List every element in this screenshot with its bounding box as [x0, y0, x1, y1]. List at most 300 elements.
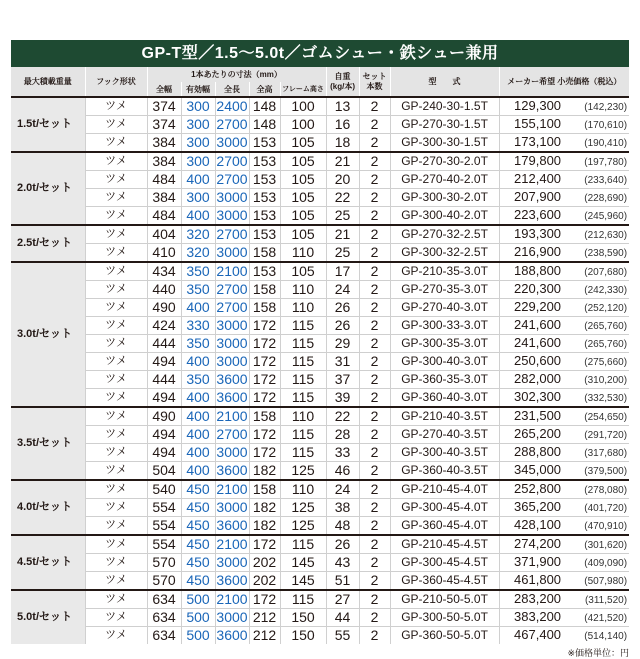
- hook-cell: ツメ: [85, 171, 147, 189]
- total-width-cell: 444: [147, 371, 181, 389]
- weight-cell: 22: [326, 189, 359, 207]
- total-width-cell: 490: [147, 407, 181, 426]
- hook-cell: ツメ: [85, 444, 147, 462]
- price-tax-included: (310,200): [584, 375, 628, 386]
- hook-cell: ツメ: [85, 627, 147, 645]
- set-count-cell: 2: [359, 535, 390, 554]
- price-cell: [499, 535, 629, 554]
- effective-width-cell: 450: [181, 535, 215, 554]
- price-tax-included: (311,520): [584, 595, 628, 606]
- total-width-cell: 424: [147, 317, 181, 335]
- effective-width-cell: 400: [181, 207, 215, 226]
- price-value: 252,800: [514, 481, 562, 496]
- model-cell: GP-360-45-4.5T: [390, 572, 499, 591]
- price-value: 216,900: [514, 244, 562, 259]
- frame-height-cell: 110: [280, 480, 326, 499]
- weight-cell: 38: [326, 499, 359, 517]
- total-width-cell: 540: [147, 480, 181, 499]
- effective-width-cell: 300: [181, 152, 215, 171]
- weight-cell: 16: [326, 116, 359, 134]
- total-width-cell: 634: [147, 609, 181, 627]
- effective-width-cell: 350: [181, 262, 215, 281]
- price-value: 220,300: [514, 281, 562, 296]
- price-cell: [499, 609, 629, 627]
- price-tax-included: (197,780): [584, 157, 628, 168]
- price-tax-included: (242,330): [584, 285, 628, 296]
- total-width-cell: 494: [147, 389, 181, 408]
- frame-height-cell: 115: [280, 590, 326, 609]
- frame-height-cell: 105: [280, 134, 326, 153]
- frame-height-cell: 110: [280, 407, 326, 426]
- set-count-cell: 2: [359, 281, 390, 299]
- model-cell: GP-300-40-3.5T: [390, 444, 499, 462]
- frame-height-cell: 125: [280, 462, 326, 481]
- model-cell: GP-300-45-4.5T: [390, 554, 499, 572]
- height-cell: 158: [249, 281, 280, 299]
- weight-cell: 21: [326, 225, 359, 244]
- set-count-cell: 2: [359, 262, 390, 281]
- price-tax-included: (265,760): [584, 321, 628, 332]
- hook-cell: ツメ: [85, 426, 147, 444]
- price-tax-included: (238,590): [584, 248, 628, 259]
- frame-height-cell: 150: [280, 627, 326, 645]
- price-cell: [499, 171, 629, 189]
- model-cell: GP-300-45-4.0T: [390, 499, 499, 517]
- table-row: [11, 389, 629, 408]
- frame-height-cell: 105: [280, 171, 326, 189]
- length-cell: 3000: [216, 189, 248, 205]
- length-cell: 3000: [216, 244, 248, 260]
- set-count-cell: 2: [359, 444, 390, 462]
- effective-width-cell: 350: [181, 335, 215, 353]
- length-cell: 2700: [216, 299, 248, 315]
- height-cell: 158: [249, 299, 280, 317]
- table-row: [11, 590, 629, 609]
- height-cell: 148: [249, 116, 280, 134]
- model-cell: GP-360-50-5.0T: [390, 627, 499, 645]
- price-value: 223,600: [514, 207, 562, 222]
- height-cell: 153: [249, 189, 280, 207]
- effective-width-cell: 400: [181, 426, 215, 444]
- effective-width-cell: 450: [181, 480, 215, 499]
- model-cell: GP-270-32-2.5T: [390, 225, 499, 244]
- effective-width-cell: 450: [181, 517, 215, 536]
- hook-cell: ツメ: [85, 335, 147, 353]
- set-count-cell: 2: [359, 389, 390, 408]
- total-width-cell: 494: [147, 353, 181, 371]
- frame-height-cell: 110: [280, 299, 326, 317]
- weight-cell: 26: [326, 535, 359, 554]
- price-value: 207,900: [514, 189, 562, 204]
- capacity-cell: 3.5t/セット: [11, 407, 85, 480]
- effective-width-cell: 400: [181, 462, 215, 481]
- table-row: [11, 554, 629, 572]
- hook-cell: ツメ: [85, 535, 147, 554]
- price-cell: [499, 244, 629, 263]
- price-cell: [499, 590, 629, 609]
- length-cell: 3600: [216, 517, 248, 533]
- price-cell: [499, 426, 629, 444]
- price-cell: [499, 134, 629, 153]
- table-row: [11, 462, 629, 481]
- price-cell: [499, 462, 629, 481]
- length-cell: 3000: [216, 554, 248, 570]
- hook-cell: ツメ: [85, 517, 147, 536]
- length-cell: 3000: [216, 609, 248, 625]
- spec-price-table: [11, 67, 629, 644]
- model-cell: GP-300-40-2.0T: [390, 207, 499, 226]
- price-cell: [499, 152, 629, 171]
- length-cell: 2100: [216, 536, 248, 552]
- price-tax-included: (409,090): [584, 558, 628, 569]
- set-count-cell: 2: [359, 152, 390, 171]
- effective-width-cell: 300: [181, 116, 215, 134]
- weight-cell: 48: [326, 517, 359, 536]
- length-cell: 3000: [216, 335, 248, 351]
- frame-height-cell: 125: [280, 499, 326, 517]
- effective-width-cell: 330: [181, 317, 215, 335]
- header-capacity: 最大積載重量: [11, 67, 85, 97]
- price-tax-included: (379,500): [584, 466, 628, 477]
- model-cell: GP-270-40-2.0T: [390, 171, 499, 189]
- price-tax-included: (401,720): [584, 503, 628, 514]
- total-width-cell: 384: [147, 189, 181, 207]
- table-row: [11, 371, 629, 389]
- header-effective-width: 有効幅: [181, 82, 215, 97]
- table-row: [11, 244, 629, 263]
- price-cell: [499, 97, 629, 116]
- length-cell: 3600: [216, 389, 248, 405]
- price-cell: [499, 407, 629, 426]
- price-tax-included: (207,680): [584, 267, 628, 278]
- weight-cell: 17: [326, 262, 359, 281]
- model-cell: GP-210-45-4.5T: [390, 535, 499, 554]
- capacity-cell: 4.5t/セット: [11, 535, 85, 590]
- frame-height-cell: 115: [280, 317, 326, 335]
- total-width-cell: 444: [147, 335, 181, 353]
- hook-cell: ツメ: [85, 371, 147, 389]
- set-count-cell: 2: [359, 462, 390, 481]
- set-count-cell: 2: [359, 335, 390, 353]
- table-body: [11, 97, 629, 644]
- length-cell: 3600: [216, 462, 248, 478]
- hook-cell: ツメ: [85, 609, 147, 627]
- hook-cell: ツメ: [85, 189, 147, 207]
- effective-width-cell: 450: [181, 499, 215, 517]
- height-cell: 172: [249, 444, 280, 462]
- price-cell: [499, 353, 629, 371]
- effective-width-cell: 450: [181, 554, 215, 572]
- price-tax-included: (301,620): [584, 540, 628, 551]
- effective-width-cell: 300: [181, 189, 215, 207]
- length-cell: 3600: [216, 627, 248, 643]
- height-cell: 158: [249, 407, 280, 426]
- price-tax-included: (421,520): [584, 613, 628, 624]
- capacity-cell: 4.0t/セット: [11, 480, 85, 535]
- table-row: [11, 444, 629, 462]
- price-table-section: [11, 40, 629, 659]
- price-value: 288,800: [514, 444, 562, 459]
- frame-height-cell: 110: [280, 281, 326, 299]
- price-cell: [499, 281, 629, 299]
- model-cell: GP-270-30-2.0T: [390, 152, 499, 171]
- price-cell: [499, 262, 629, 281]
- hook-cell: ツメ: [85, 317, 147, 335]
- effective-width-cell: 300: [181, 97, 215, 116]
- header-total-width: 全幅: [147, 82, 181, 97]
- effective-width-cell: 300: [181, 134, 215, 153]
- weight-cell: 33: [326, 444, 359, 462]
- price-tax-included: (142,230): [584, 102, 628, 113]
- hook-cell: ツメ: [85, 299, 147, 317]
- price-value: 212,400: [514, 171, 562, 186]
- weight-cell: 51: [326, 572, 359, 591]
- frame-height-cell: 100: [280, 97, 326, 116]
- height-cell: 172: [249, 535, 280, 554]
- table-row: [11, 353, 629, 371]
- length-cell: 2400: [216, 98, 248, 114]
- length-cell: 3000: [216, 317, 248, 333]
- total-width-cell: 404: [147, 225, 181, 244]
- price-value: 129,300: [514, 98, 562, 113]
- hook-cell: ツメ: [85, 244, 147, 263]
- price-cell: [499, 389, 629, 408]
- hook-cell: ツメ: [85, 97, 147, 116]
- table-row: [11, 535, 629, 554]
- length-cell: 2700: [216, 153, 248, 169]
- total-width-cell: 410: [147, 244, 181, 263]
- total-width-cell: 634: [147, 627, 181, 645]
- price-tax-included: (254,650): [584, 412, 628, 423]
- weight-cell: 55: [326, 627, 359, 645]
- height-cell: 182: [249, 462, 280, 481]
- frame-height-cell: 115: [280, 389, 326, 408]
- total-width-cell: 570: [147, 572, 181, 591]
- model-cell: GP-210-45-4.0T: [390, 480, 499, 499]
- effective-width-cell: 320: [181, 225, 215, 244]
- total-width-cell: 384: [147, 152, 181, 171]
- frame-height-cell: 100: [280, 116, 326, 134]
- weight-cell: 25: [326, 207, 359, 226]
- header-height: 全高: [249, 82, 280, 97]
- model-cell: GP-300-40-3.0T: [390, 353, 499, 371]
- price-tax-included: (265,760): [584, 339, 628, 350]
- height-cell: 153: [249, 225, 280, 244]
- frame-height-cell: 105: [280, 207, 326, 226]
- effective-width-cell: 400: [181, 299, 215, 317]
- price-value: 461,800: [514, 572, 562, 587]
- height-cell: 182: [249, 499, 280, 517]
- weight-cell: 39: [326, 389, 359, 408]
- height-cell: 182: [249, 517, 280, 536]
- table-row: [11, 116, 629, 134]
- weight-cell: 29: [326, 335, 359, 353]
- weight-cell: 26: [326, 317, 359, 335]
- total-width-cell: 434: [147, 262, 181, 281]
- height-cell: 172: [249, 426, 280, 444]
- frame-height-cell: 150: [280, 609, 326, 627]
- frame-height-cell: 115: [280, 444, 326, 462]
- total-width-cell: 554: [147, 499, 181, 517]
- price-value: 179,800: [514, 153, 562, 168]
- table-row: [11, 97, 629, 116]
- length-cell: 2700: [216, 226, 248, 242]
- table-row: [11, 134, 629, 153]
- header-length: 全長: [215, 82, 249, 97]
- hook-cell: ツメ: [85, 554, 147, 572]
- weight-cell: 13: [326, 97, 359, 116]
- weight-cell: 21: [326, 152, 359, 171]
- set-count-cell: 2: [359, 134, 390, 153]
- header-hook: フック形状: [85, 67, 147, 97]
- price-value: 467,400: [514, 627, 562, 642]
- price-tax-included: (507,980): [584, 576, 628, 587]
- hook-cell: ツメ: [85, 480, 147, 499]
- frame-height-cell: 105: [280, 189, 326, 207]
- capacity-cell: 3.0t/セット: [11, 262, 85, 407]
- set-count-cell: 2: [359, 225, 390, 244]
- model-cell: GP-300-50-5.0T: [390, 609, 499, 627]
- weight-cell: 18: [326, 134, 359, 153]
- total-width-cell: 374: [147, 97, 181, 116]
- length-cell: 2700: [216, 426, 248, 442]
- frame-height-cell: 145: [280, 554, 326, 572]
- table-row: [11, 152, 629, 171]
- effective-width-cell: 400: [181, 353, 215, 371]
- weight-cell: 43: [326, 554, 359, 572]
- height-cell: 153: [249, 207, 280, 226]
- price-tax-included: (275,660): [584, 357, 628, 368]
- table-row: [11, 225, 629, 244]
- height-cell: 172: [249, 353, 280, 371]
- effective-width-cell: 500: [181, 590, 215, 609]
- weight-cell: 44: [326, 609, 359, 627]
- price-value: 383,200: [514, 609, 562, 624]
- price-value: 229,200: [514, 299, 562, 314]
- price-cell: [499, 499, 629, 517]
- total-width-cell: 634: [147, 590, 181, 609]
- capacity-cell: 1.5t/セット: [11, 97, 85, 152]
- total-width-cell: 504: [147, 462, 181, 481]
- weight-cell: 25: [326, 244, 359, 263]
- height-cell: 172: [249, 371, 280, 389]
- model-cell: GP-360-40-3.5T: [390, 462, 499, 481]
- total-width-cell: 490: [147, 299, 181, 317]
- frame-height-cell: 115: [280, 353, 326, 371]
- weight-cell: 37: [326, 371, 359, 389]
- height-cell: 158: [249, 244, 280, 263]
- table-row: [11, 426, 629, 444]
- effective-width-cell: 400: [181, 407, 215, 426]
- price-tax-included: (252,120): [584, 303, 628, 314]
- model-cell: GP-360-35-3.0T: [390, 371, 499, 389]
- price-cell: [499, 627, 629, 645]
- set-count-cell: 2: [359, 426, 390, 444]
- height-cell: 153: [249, 262, 280, 281]
- height-cell: 148: [249, 97, 280, 116]
- set-count-cell: 2: [359, 554, 390, 572]
- hook-cell: ツメ: [85, 407, 147, 426]
- weight-cell: 22: [326, 407, 359, 426]
- price-cell: [499, 299, 629, 317]
- price-tax-included: (317,680): [584, 448, 628, 459]
- length-cell: 3000: [216, 499, 248, 515]
- model-cell: GP-270-30-1.5T: [390, 116, 499, 134]
- hook-cell: ツメ: [85, 134, 147, 153]
- price-value: 371,900: [514, 554, 562, 569]
- price-value: 345,000: [514, 462, 562, 477]
- price-value: 365,200: [514, 499, 562, 514]
- table-row: [11, 407, 629, 426]
- price-cell: [499, 207, 629, 226]
- length-cell: 2100: [216, 591, 248, 607]
- price-cell: [499, 189, 629, 207]
- length-cell: 2100: [216, 481, 248, 497]
- height-cell: 153: [249, 171, 280, 189]
- price-tax-included: (470,910): [584, 521, 628, 532]
- table-row: [11, 281, 629, 299]
- hook-cell: ツメ: [85, 499, 147, 517]
- model-cell: GP-210-40-3.5T: [390, 407, 499, 426]
- price-tax-included: (228,690): [584, 193, 628, 204]
- total-width-cell: 374: [147, 116, 181, 134]
- height-cell: 212: [249, 627, 280, 645]
- frame-height-cell: 115: [280, 335, 326, 353]
- price-tax-included: (170,610): [584, 120, 628, 131]
- set-count-cell: 2: [359, 371, 390, 389]
- set-count-cell: 2: [359, 189, 390, 207]
- price-value: 231,500: [514, 408, 562, 423]
- header-model: 型 式: [390, 67, 499, 97]
- header-weight: 自重 (kg/本): [326, 67, 359, 97]
- capacity-cell: 2.0t/セット: [11, 152, 85, 225]
- weight-cell: 46: [326, 462, 359, 481]
- table-row: [11, 299, 629, 317]
- table-row: [11, 480, 629, 499]
- price-tax-included: (278,080): [584, 485, 628, 496]
- price-cell: [499, 335, 629, 353]
- length-cell: 3600: [216, 572, 248, 588]
- set-count-cell: 2: [359, 480, 390, 499]
- weight-cell: 27: [326, 590, 359, 609]
- effective-width-cell: 450: [181, 572, 215, 591]
- price-tax-included: (212,630): [584, 230, 628, 241]
- frame-height-cell: 105: [280, 152, 326, 171]
- total-width-cell: 440: [147, 281, 181, 299]
- length-cell: 2100: [216, 408, 248, 424]
- table-row: [11, 207, 629, 226]
- total-width-cell: 494: [147, 426, 181, 444]
- total-width-cell: 554: [147, 535, 181, 554]
- weight-cell: 26: [326, 299, 359, 317]
- frame-height-cell: 105: [280, 262, 326, 281]
- hook-cell: ツメ: [85, 152, 147, 171]
- frame-height-cell: 115: [280, 535, 326, 554]
- price-value: 241,600: [514, 335, 562, 350]
- weight-cell: 20: [326, 171, 359, 189]
- model-cell: GP-300-33-3.0T: [390, 317, 499, 335]
- header-dimensions: 1本あたりの寸法（mm）: [147, 67, 326, 82]
- effective-width-cell: 350: [181, 281, 215, 299]
- hook-cell: ツメ: [85, 116, 147, 134]
- set-count-cell: 2: [359, 590, 390, 609]
- table-row: [11, 627, 629, 645]
- effective-width-cell: 320: [181, 244, 215, 263]
- price-value: 173,100: [514, 134, 562, 149]
- model-cell: GP-360-45-4.0T: [390, 517, 499, 536]
- header-set-count: セット 本数: [359, 67, 390, 97]
- price-value: 193,300: [514, 226, 562, 241]
